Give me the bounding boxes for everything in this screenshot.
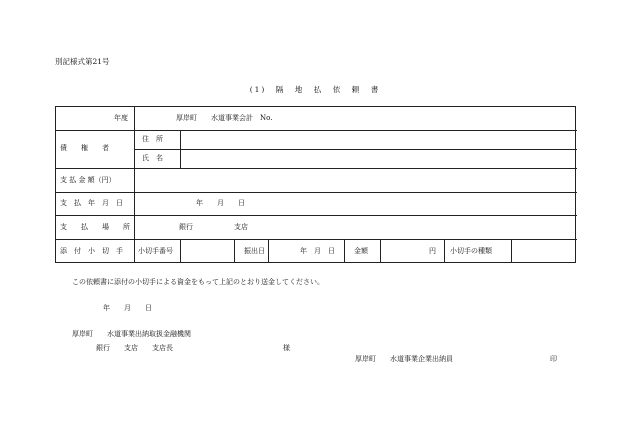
request-date: 年 月 日 [103,304,152,312]
account-text: 厚岸町 水道事業会計 No. [176,114,273,122]
row-divider [134,149,577,150]
column-divider [380,239,381,263]
name-label: 氏 名 [142,154,163,162]
request-table [55,106,576,263]
yen-label: 円 [429,247,436,255]
address-label: 住 所 [142,135,163,143]
column-divider [234,239,235,263]
form-number: 別記様式第21号 [55,57,110,66]
column-divider [180,239,181,263]
treasurer-line: 厚岸町 水道事業企業出納員 [355,355,453,363]
column-divider [511,239,512,263]
payment-date-label: 支 払 年 月 日 [60,199,123,207]
issue-date-label: 振出日 [244,247,265,255]
payment-place-label: 支 払 場 所 [60,223,130,231]
check-number-label: 小切手番号 [138,247,173,255]
issue-date-value: 年 月 日 [300,247,335,255]
column-divider [444,239,445,263]
amount-short-label: 金額 [354,247,368,255]
attached-check-label: 添 付 小 切 手 [60,247,123,255]
request-text: この依頼書に添付の小切手による資金をもって上記のとおり送金してください。 [72,278,324,286]
payment-date-value: 年 月 日 [196,199,245,207]
creditor-label: 債 権 者 [60,144,109,152]
fiscal-year-label: 年度 [114,114,128,122]
column-divider [344,239,345,263]
column-divider [134,107,135,263]
branch-label: 支店 [234,223,248,231]
column-divider [268,239,269,263]
bank-label: 銀行 [179,223,193,231]
seal-mark: 印 [550,355,557,363]
amount-label: 支 払 金 額（円） [60,176,116,184]
bank-branch-manager-line: 銀行 支店 支店長 [96,344,173,352]
column-divider [180,130,181,168]
financial-institution-line: 厚岸町 水道事業出納取扱金融機関 [72,330,191,338]
check-type-label: 小切手の種類 [450,247,492,255]
document-title: (1) 隔 地 払 依 頼 書 [249,85,381,94]
honorific-sama: 様 [283,344,290,352]
